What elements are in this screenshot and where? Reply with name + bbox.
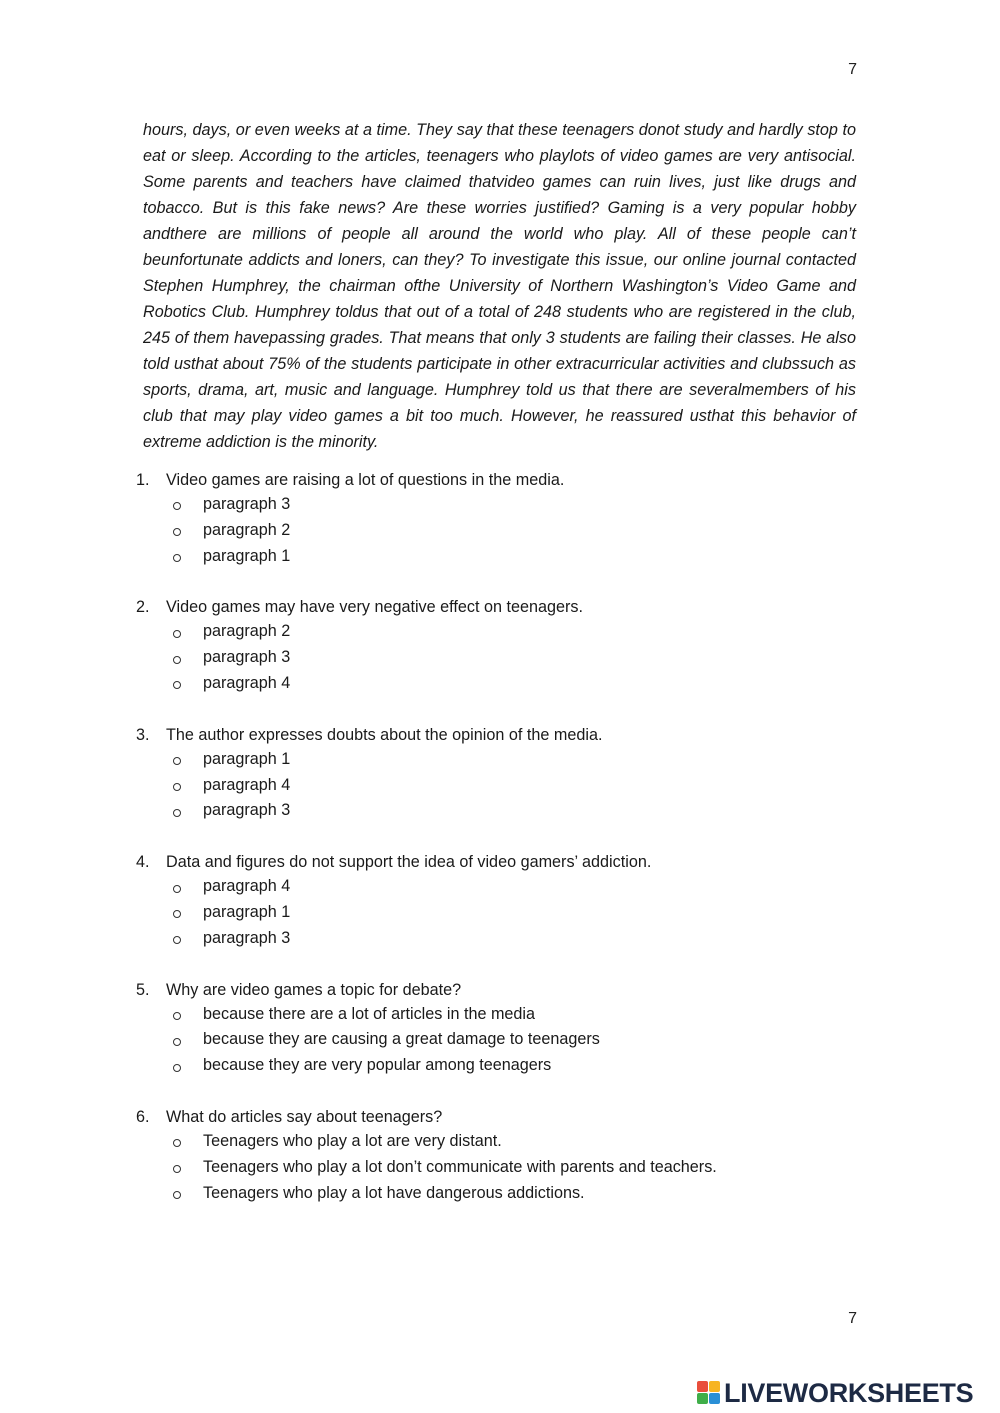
answer-options bbox=[136, 747, 856, 824]
radio-circle-icon[interactable] bbox=[173, 502, 181, 510]
question-text: Why are video games a topic for debate? bbox=[166, 980, 462, 999]
question-number: 2. bbox=[136, 598, 150, 617]
answer-option[interactable] bbox=[173, 1002, 856, 1028]
radio-circle-icon[interactable] bbox=[173, 1191, 181, 1199]
option-label: because they are very popular among teenagers bbox=[203, 1056, 552, 1075]
answer-option[interactable] bbox=[173, 798, 856, 824]
question-list bbox=[136, 468, 856, 1232]
answer-option[interactable] bbox=[173, 926, 856, 952]
radio-circle-icon[interactable] bbox=[173, 885, 181, 893]
answer-options bbox=[136, 1129, 856, 1206]
answer-option[interactable] bbox=[173, 1129, 856, 1155]
answer-option[interactable] bbox=[173, 1027, 856, 1053]
option-label: paragraph 4 bbox=[203, 775, 291, 794]
radio-circle-icon[interactable] bbox=[173, 809, 181, 817]
reading-passage: hours, days, or even weeks at a time. They say that these teenagers donot study and hardly stop to eat or sleep. According to the articles, teenagers who playlots of video games are very antisocial. Some parents and teachers have claimed thatvideo games can ruin lives, just like drugs and tobacco. But is this fake news? Are these worries justified? Gaming is a very popular hobby andthere are millions of people all around the world who play. All of these people can’t beunfortunate addicts and loners, can they? To investigate this issue, our online journal contacted Stephen Humphrey, the chairman ofthe University of Northern Washington’s Video Game and Robotics Club. Humphrey toldus that out of a total of 248 students who are registered in the club, 245 of them havepassing grades. That means that only 3 students are failing their classes. He also told usthat about 75% of the students participate in other extracurricular activities and clubssuch as sports, drama, art, music and language. Humphrey told us that there are severalmembers of his club that may play video games a bit too much. However, he reassured usthat this behavior of extreme addiction is the minority. bbox=[143, 121, 856, 451]
answer-option[interactable] bbox=[173, 874, 856, 900]
question-6 bbox=[136, 1105, 856, 1206]
question-text: What do articles say about teenagers? bbox=[166, 1107, 443, 1126]
option-label: paragraph 3 bbox=[203, 928, 291, 947]
option-label: because they are causing a great damage to teenagers bbox=[203, 1030, 600, 1049]
question-text: Video games may have very negative effect on teenagers. bbox=[166, 598, 583, 617]
answer-option[interactable] bbox=[173, 492, 856, 518]
answer-option[interactable] bbox=[173, 773, 856, 799]
radio-circle-icon[interactable] bbox=[173, 528, 181, 536]
answer-options bbox=[136, 874, 856, 951]
question-text: Data and figures do not support the idea of video gamers’ addiction. bbox=[166, 853, 652, 872]
question-number: 6. bbox=[136, 1107, 150, 1126]
radio-circle-icon[interactable] bbox=[173, 1038, 181, 1046]
question-number: 5. bbox=[136, 980, 150, 999]
question-text: The author expresses doubts about the opinion of the media. bbox=[166, 725, 603, 744]
question-number: 3. bbox=[136, 725, 150, 744]
option-label: because there are a lot of articles in the media bbox=[203, 1004, 536, 1023]
answer-option[interactable] bbox=[173, 1155, 856, 1181]
option-label: paragraph 4 bbox=[203, 673, 291, 692]
answer-option[interactable] bbox=[173, 518, 856, 544]
question-text: Video games are raising a lot of questions in the media. bbox=[166, 471, 565, 489]
option-label: paragraph 3 bbox=[203, 801, 291, 820]
question-3 bbox=[136, 723, 856, 824]
radio-circle-icon[interactable] bbox=[173, 936, 181, 944]
logo-square-green bbox=[697, 1393, 708, 1404]
radio-circle-icon[interactable] bbox=[173, 910, 181, 918]
liveworksheets-logo bbox=[697, 1378, 973, 1408]
liveworksheets-logo-text: LIVEWORKSHEETS bbox=[724, 1377, 974, 1408]
logo-square-yellow bbox=[709, 1381, 720, 1392]
answer-option[interactable] bbox=[173, 1053, 856, 1079]
page-number-top: 7 bbox=[848, 61, 857, 78]
question-number: 4. bbox=[136, 853, 150, 872]
radio-circle-icon[interactable] bbox=[173, 681, 181, 689]
question-2 bbox=[136, 595, 856, 696]
answer-options bbox=[136, 619, 856, 696]
radio-circle-icon[interactable] bbox=[173, 1064, 181, 1072]
radio-circle-icon[interactable] bbox=[173, 1139, 181, 1147]
radio-circle-icon[interactable] bbox=[173, 757, 181, 765]
option-label: paragraph 3 bbox=[203, 495, 291, 513]
radio-circle-icon[interactable] bbox=[173, 1012, 181, 1020]
option-label: Teenagers who play a lot are very distant. bbox=[203, 1131, 502, 1150]
radio-circle-icon[interactable] bbox=[173, 630, 181, 638]
answer-option[interactable] bbox=[173, 619, 856, 645]
option-label: paragraph 2 bbox=[203, 520, 291, 539]
answer-option[interactable] bbox=[173, 645, 856, 671]
option-label: paragraph 1 bbox=[203, 546, 291, 565]
page-number-bottom: 7 bbox=[848, 1310, 857, 1327]
option-label: Teenagers who play a lot don’t communicate with parents and teachers. bbox=[203, 1157, 717, 1176]
option-label: paragraph 1 bbox=[203, 749, 291, 768]
radio-circle-icon[interactable] bbox=[173, 783, 181, 791]
option-label: paragraph 1 bbox=[203, 902, 291, 921]
liveworksheets-logo-icon bbox=[697, 1381, 721, 1405]
radio-circle-icon[interactable] bbox=[173, 554, 181, 562]
answer-options bbox=[136, 1002, 856, 1079]
option-label: Teenagers who play a lot have dangerous addictions. bbox=[203, 1183, 585, 1202]
option-label: paragraph 4 bbox=[203, 877, 291, 896]
question-5 bbox=[136, 978, 856, 1079]
answer-option[interactable] bbox=[173, 671, 856, 697]
answer-option[interactable] bbox=[173, 900, 856, 926]
answer-option[interactable] bbox=[173, 544, 856, 570]
logo-square-blue bbox=[709, 1393, 720, 1404]
answer-option[interactable] bbox=[173, 747, 856, 773]
question-4 bbox=[136, 850, 856, 951]
option-label: paragraph 3 bbox=[203, 648, 291, 667]
answer-options bbox=[136, 492, 856, 569]
radio-circle-icon[interactable] bbox=[173, 1165, 181, 1173]
question-number: 1. bbox=[136, 471, 150, 489]
question-1 bbox=[136, 468, 856, 569]
radio-circle-icon[interactable] bbox=[173, 656, 181, 664]
option-label: paragraph 2 bbox=[203, 622, 291, 641]
answer-option[interactable] bbox=[173, 1181, 856, 1207]
logo-square-red bbox=[697, 1381, 708, 1392]
